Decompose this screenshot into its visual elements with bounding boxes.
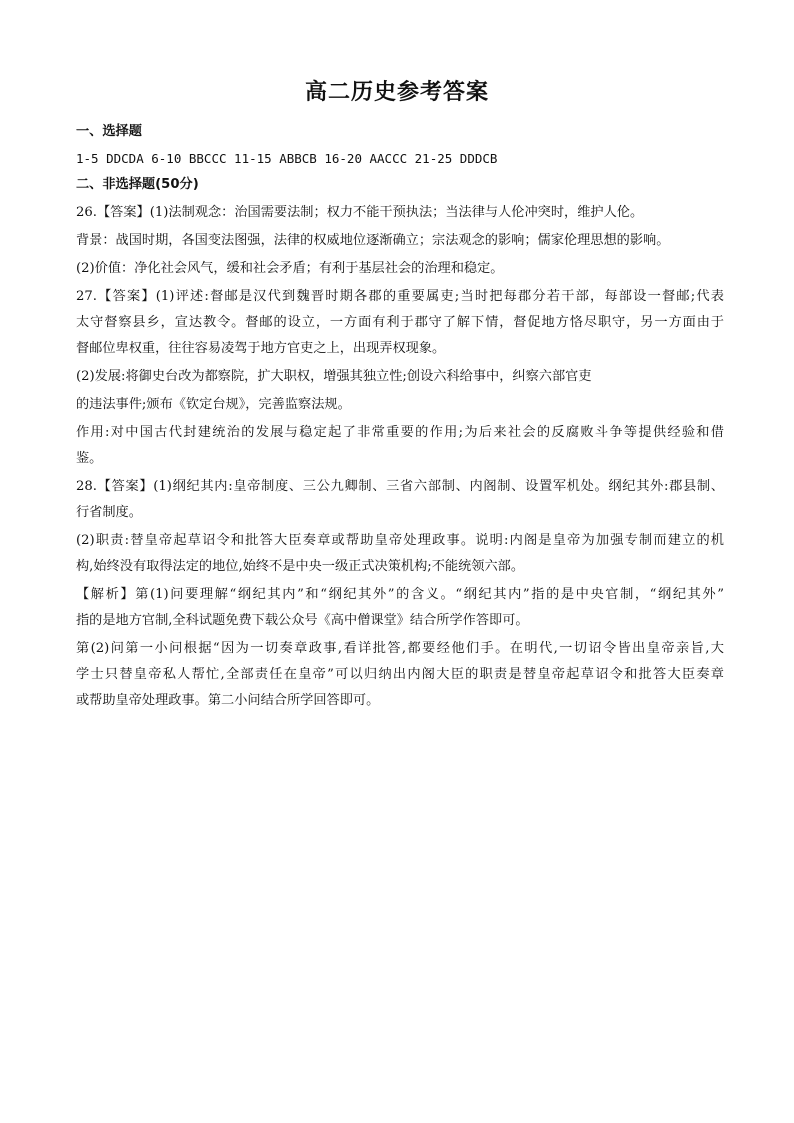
text-line: 28.【答案】(1)纲纪其内:皇帝制度、三公九卿制、三省六部制、内阁制、设置军机处。纲纪其外:郡县制、 — [76, 479, 724, 494]
section-heading-nonchoice: 二、非选择题(50分) — [76, 177, 199, 192]
text-line: 作用:对中国古代封建统治的发展与稳定起了非常重要的作用;为后来社会的反腐败斗争等提供经验和借 — [76, 425, 724, 440]
page-title: 高二历史参考答案 — [304, 80, 489, 105]
text-line: 26.【答案】(1)法制观念：治国需要法制；权力不能干预执法；当法律与人伦冲突时，维护人伦。 — [76, 205, 644, 220]
choice-answers: 1-5 DDCDA 6-10 BBCCC 11-15 ABBCB 16-20 AACCC 21-25 DDDCB — [76, 151, 498, 166]
text-line: 指的是地方官制,全科试题免费下载公众号《高中僧课堂》结合所学作答即可。 — [76, 613, 529, 628]
text-line: 背景：战国时期，各国变法图强，法律的权威地位逐渐确立；宗法观念的影响；儒家伦理思想的影响。 — [76, 233, 670, 248]
text-line: 学士只替皇帝私人帮忙,全部责任在皇帝”可以归纳出内阁大臣的职责是替皇帝起草诏令和批答大臣奏章 — [76, 667, 724, 682]
text-line: (2)价值：净化社会风气，缓和社会矛盾；有利于基层社会的治理和稳定。 — [76, 261, 504, 276]
text-line: 太守督察县乡，宣达教令。督邮的设立，一方面有利于郡守了解下情，督促地方恪尽职守，另一方面由于 — [76, 315, 724, 330]
text-line: 行省制度。 — [76, 505, 142, 520]
text-line: (2)发展:将御史台改为都察院，扩大职权，增强其独立性;创设六科给事中，纠察六部官吏 — [76, 369, 592, 384]
section-heading-choice: 一、选择题 — [76, 124, 142, 139]
text-line: 27.【答案】(1)评述:督邮是汉代到魏晋时期各郡的重要属吏;当时把每郡分若干部，每部设一督邮;代表 — [76, 289, 724, 304]
text-line: 或帮助皇帝处理政事。第二小问结合所学回答即可。 — [76, 693, 380, 708]
text-line: (2)职责:替皇帝起草诏令和批答大臣奏章或帮助皇帝处理政事。说明:内阁是皇帝为加强专制而建立的机 — [76, 533, 724, 548]
text-line: 的违法事件;颁布《钦定台规》，完善监察法规。 — [76, 397, 351, 412]
text-line: 督邮位卑权重，往往容易凌驾于地方官吏之上，出现弄权现象。 — [76, 341, 446, 356]
text-line: 构,始终没有取得法定的地位,始终不是中央一级正式决策机构;不能统领六部。 — [76, 559, 525, 574]
text-line: 第(2)问第一小问根据“因为一切奏章政事,看详批答,都要经他们手。在明代,一切诏令皆出皇帝亲旨,大 — [76, 641, 724, 656]
text-line: 鉴。 — [76, 451, 103, 466]
text-line: 【解析】第(1)问要理解“纲纪其内”和“纲纪其外”的含义。“纲纪其内”指的是中央官制，“纲纪其外” — [76, 587, 724, 602]
